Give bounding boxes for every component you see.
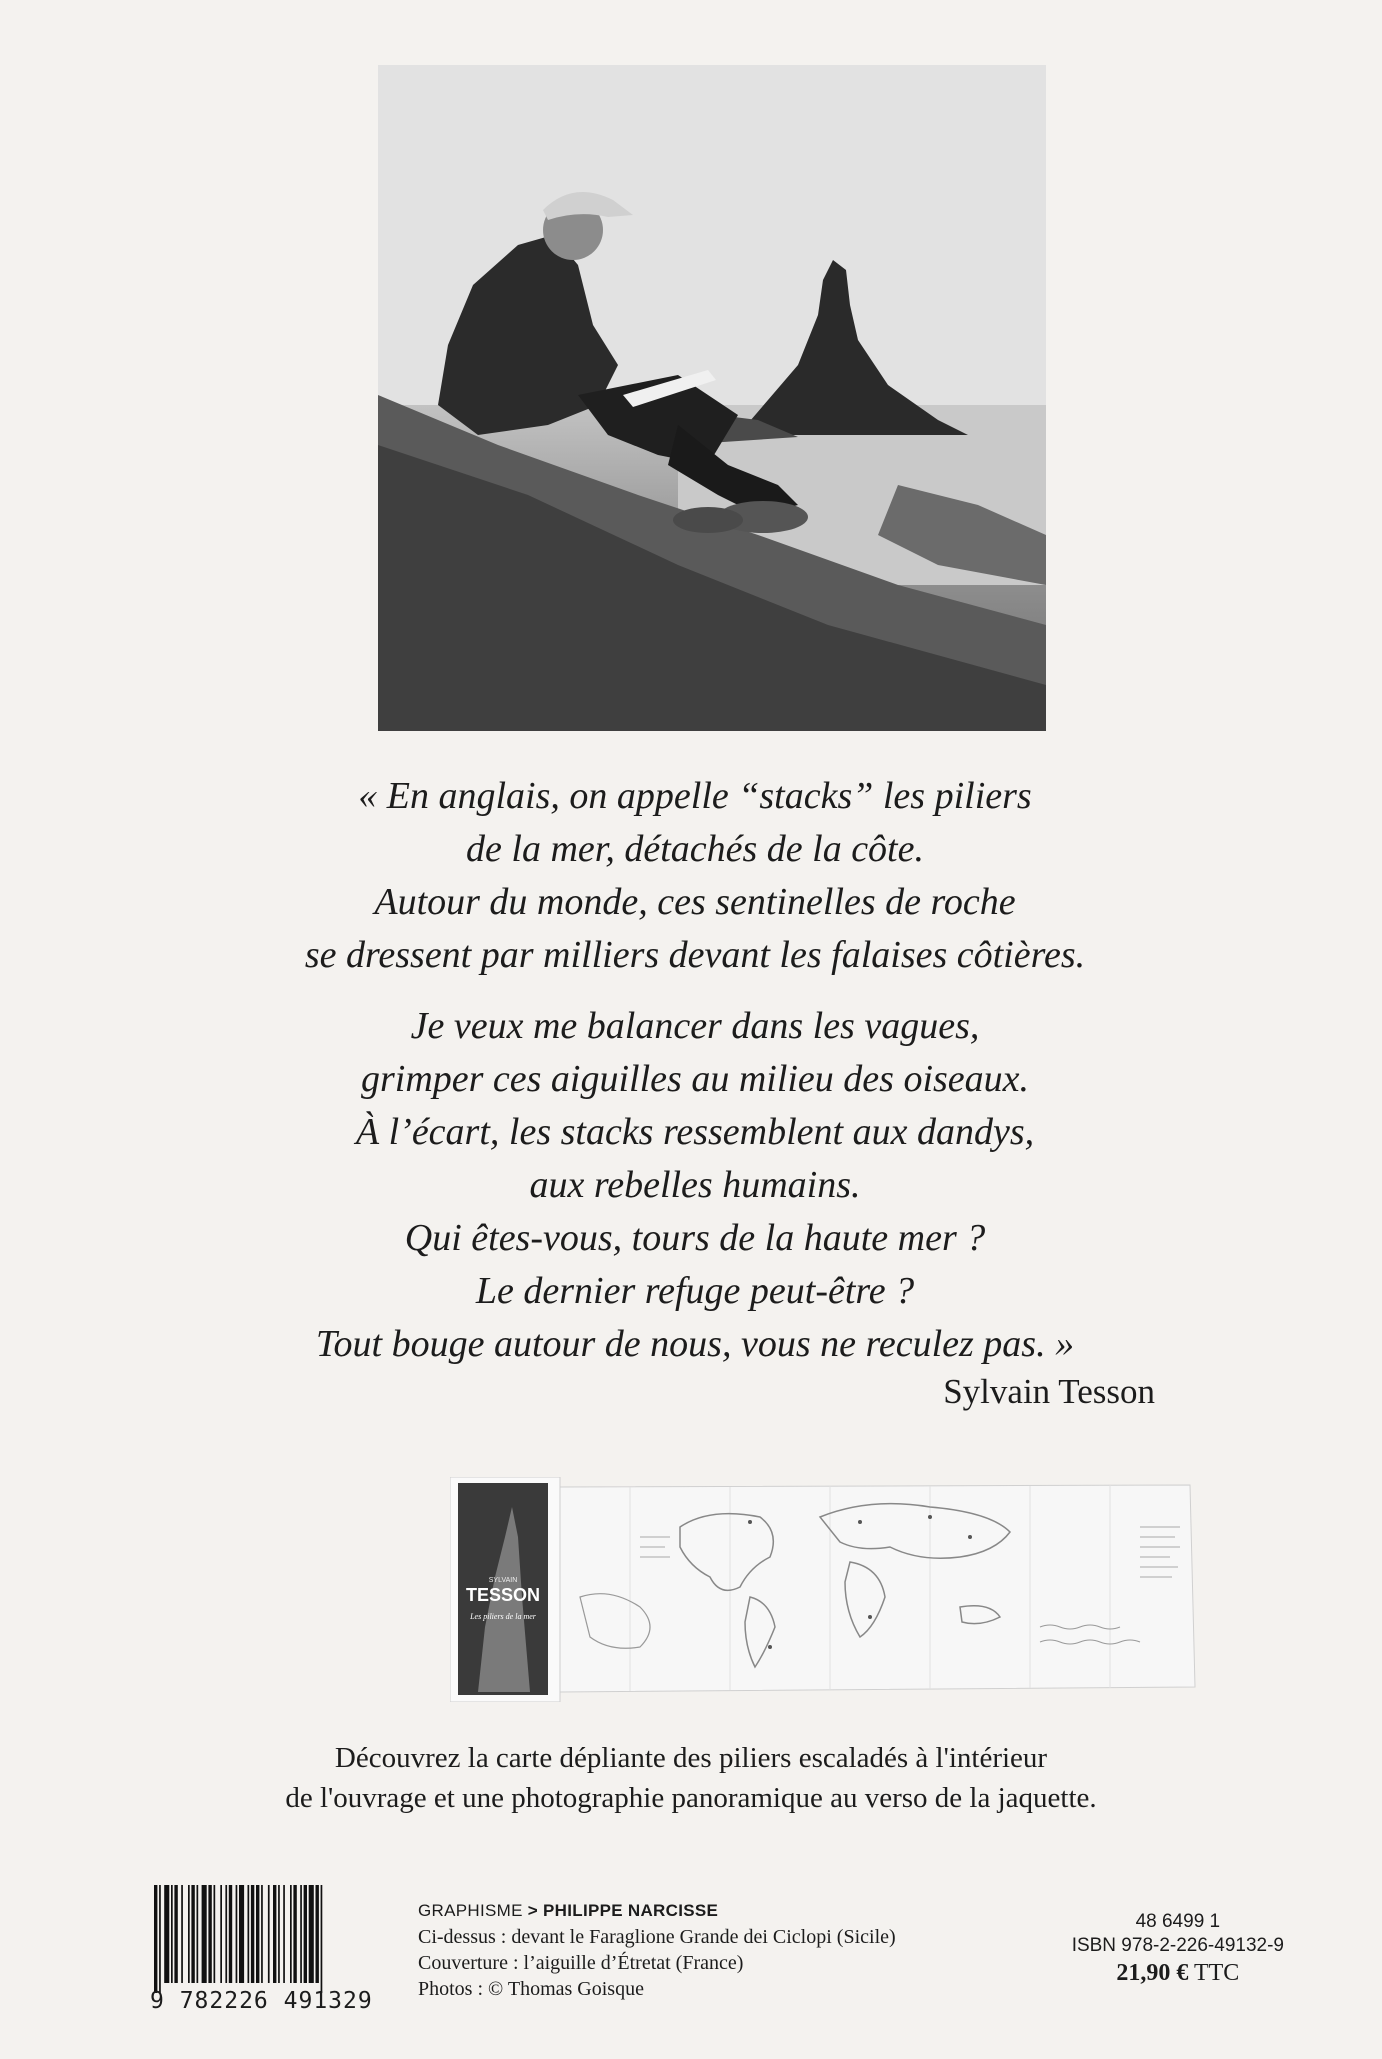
map-caption — [150, 1738, 1232, 1818]
pricing-block — [1072, 1910, 1284, 1985]
design-credit — [418, 1898, 896, 1924]
price-tax: TTC — [1193, 1960, 1240, 1986]
barcode-bar — [171, 1885, 173, 1983]
barcode-bar — [290, 1885, 292, 1983]
credit-line: Ci-dessus : devant le Faraglione Grande dei Ciclopi (Sicile) — [418, 1926, 896, 1948]
quote-author: Sylvain Tesson — [943, 1372, 1155, 1411]
credits-block — [418, 1898, 896, 2002]
barcode-bar — [304, 1885, 307, 1983]
barcode-bar — [309, 1885, 314, 1983]
photo-illustration — [378, 65, 1046, 731]
book-map-mockup — [450, 1477, 1210, 1702]
barcode-digits: 9 782226 491329 — [150, 1988, 373, 2014]
barcode-bar — [202, 1885, 207, 1983]
credit-line: Photos : © Thomas Goisque — [418, 1978, 644, 2000]
design-name: PHILIPPE NARCISSE — [543, 1901, 719, 1920]
quote-line: Qui êtes-vous, tours de la haute mer ? — [404, 1217, 986, 1259]
quote-line: Le dernier refuge peut-être ? — [475, 1270, 915, 1312]
barcode-bar — [273, 1885, 276, 1983]
barcode-bar — [208, 1885, 211, 1983]
quote-block — [200, 770, 1190, 1371]
quote-stanza-1 — [200, 770, 1190, 982]
barcode-bar — [300, 1885, 302, 1983]
barcode-bar — [248, 1885, 250, 1983]
cover-title: Les piliers de la mer — [470, 1612, 536, 1621]
barcode-bar — [283, 1885, 285, 1983]
barcode-bar — [154, 1885, 157, 1993]
barcode-bar — [197, 1885, 199, 1983]
quote-line: de la mer, détachés de la côte. — [466, 828, 924, 870]
barcode-bar — [191, 1885, 194, 1983]
design-arrow: > — [527, 1901, 538, 1920]
quote-line: aux rebelles humains. — [529, 1164, 861, 1206]
author-photo — [378, 65, 1046, 731]
barcode-bar — [181, 1885, 183, 1983]
quote-line: Tout bouge autour de nous, vous ne reculez pas. » — [315, 1323, 1075, 1365]
price-value: 21,90 € — [1116, 1960, 1189, 1986]
quote-line: Autour du monde, ces sentinelles de roche — [374, 881, 1016, 923]
quote-line: Je veux me balancer dans les vagues, — [410, 1005, 980, 1047]
barcode-bar — [278, 1885, 280, 1983]
barcode-bar — [159, 1885, 161, 1993]
barcode-bar — [188, 1885, 190, 1983]
barcode-bar — [261, 1885, 263, 1983]
product-code: 48 6499 1 — [1135, 1911, 1221, 1932]
cover-name: TESSON — [465, 1585, 541, 1605]
quote-line: « En anglais, on appelle “stacks” les piliers — [358, 775, 1032, 817]
barcode-bar — [225, 1885, 227, 1983]
quote-stanza-2 — [200, 1000, 1190, 1371]
barcode-bar — [268, 1885, 270, 1983]
caption-line: Découvrez la carte dépliante des piliers escaladés à l'intérieur — [334, 1742, 1048, 1774]
caption-line: de l'ouvrage et une photographie panoramique au verso de la jaquette. — [285, 1782, 1097, 1814]
barcode-bar — [321, 1885, 323, 1993]
barcode-bar — [236, 1885, 238, 1983]
barcode-bar — [256, 1885, 259, 1983]
barcode-bar — [174, 1885, 177, 1983]
barcode-bar — [251, 1885, 254, 1983]
isbn: ISBN 978-2-226-49132-9 — [1071, 1935, 1284, 1956]
cover-author: SYLVAIN — [488, 1577, 518, 1584]
barcode-bar — [220, 1885, 222, 1983]
price — [1072, 1961, 1284, 1985]
quote-line: À l’écart, les stacks ressemblent aux dandys, — [355, 1111, 1035, 1153]
barcode-bar — [316, 1885, 319, 1983]
design-label: GRAPHISME — [418, 1901, 523, 1920]
barcode-bar — [164, 1885, 169, 1983]
barcode-bar — [293, 1885, 296, 1983]
barcode-bar — [214, 1885, 216, 1983]
barcode-bar — [229, 1885, 232, 1983]
credit-line: Couverture : l’aiguille d’Étretat (France) — [418, 1952, 744, 1974]
quote-line: grimper ces aiguilles au milieu des oiseaux. — [360, 1058, 1030, 1100]
quote-line: se dressent par milliers devant les falaises côtières. — [304, 934, 1086, 976]
book-map-illustration — [450, 1477, 1210, 1702]
barcode-bar — [239, 1885, 244, 1983]
